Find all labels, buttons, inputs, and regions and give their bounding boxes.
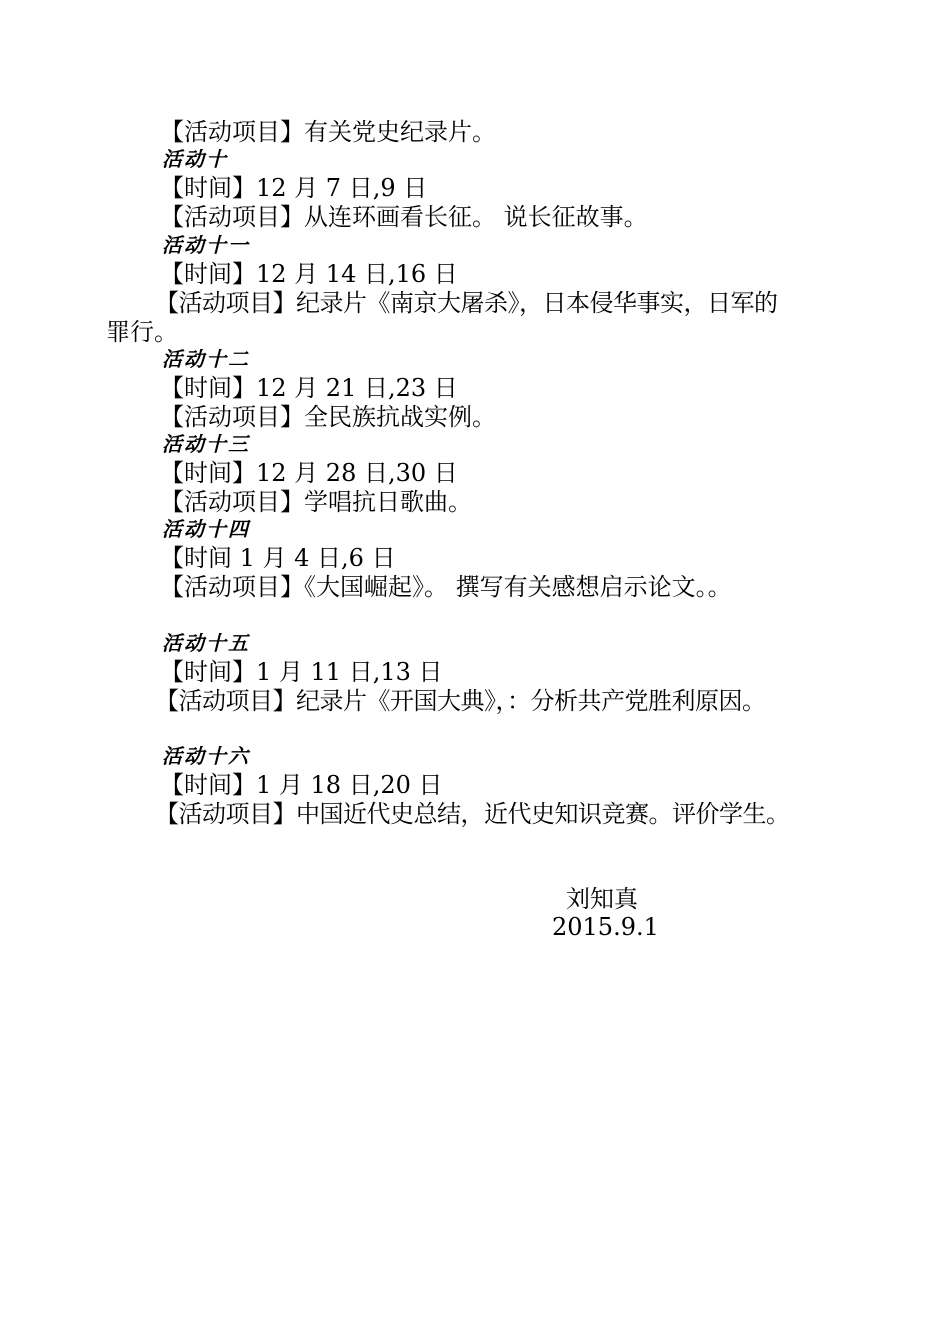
signature-date: 2015.9.1 [552,913,659,941]
activity-13-heading: 活动十三 [162,432,250,456]
activity-15-heading: 活动十五 [162,631,250,655]
activity-14-time: 【时间 1 月 4 日,6 日 [160,544,396,572]
signature-name: 刘知真 [566,885,638,913]
activity-14-heading: 活动十四 [162,517,250,541]
activity-15-time: 【时间】1 月 11 日,13 日 [160,658,443,686]
activity-12-time: 【时间】12 月 21 日,23 日 [160,374,458,402]
activity-15-item: 【活动项目】纪录片《开国大典》，：分析共产党胜利原因。 [155,687,766,715]
activity-11-time: 【时间】12 月 14 日,16 日 [160,260,458,288]
activity-11-item-continued: 罪行。 [106,318,178,346]
activity-11-heading: 活动十一 [162,233,250,257]
activity-14-item: 【活动项目】《大国崛起》。 撰写有关感想启示论文。。 [160,573,732,601]
activity-12-item: 【活动项目】全民族抗战实例。 [160,403,496,431]
activity-11-item: 【活动项目】纪录片《南京大屠杀》，日本侵华事实，日军的 [155,289,778,317]
activity-10-heading: 活动十 [162,147,228,171]
activity-12-heading: 活动十二 [162,347,250,371]
activity-16-time: 【时间】1 月 18 日,20 日 [160,771,443,799]
activity-item-line: 【活动项目】有关党史纪录片。 [160,118,496,146]
activity-10-time: 【时间】12 月 7 日,9 日 [160,174,428,202]
activity-10-item: 【活动项目】从连环画看长征。 说长征故事。 [160,203,648,231]
activity-13-item: 【活动项目】学唱抗日歌曲。 [160,488,472,516]
activity-16-heading: 活动十六 [162,744,250,768]
activity-13-time: 【时间】12 月 28 日,30 日 [160,459,458,487]
activity-16-item: 【活动项目】中国近代史总结，近代史知识竞赛。评价学生。 [155,800,790,828]
